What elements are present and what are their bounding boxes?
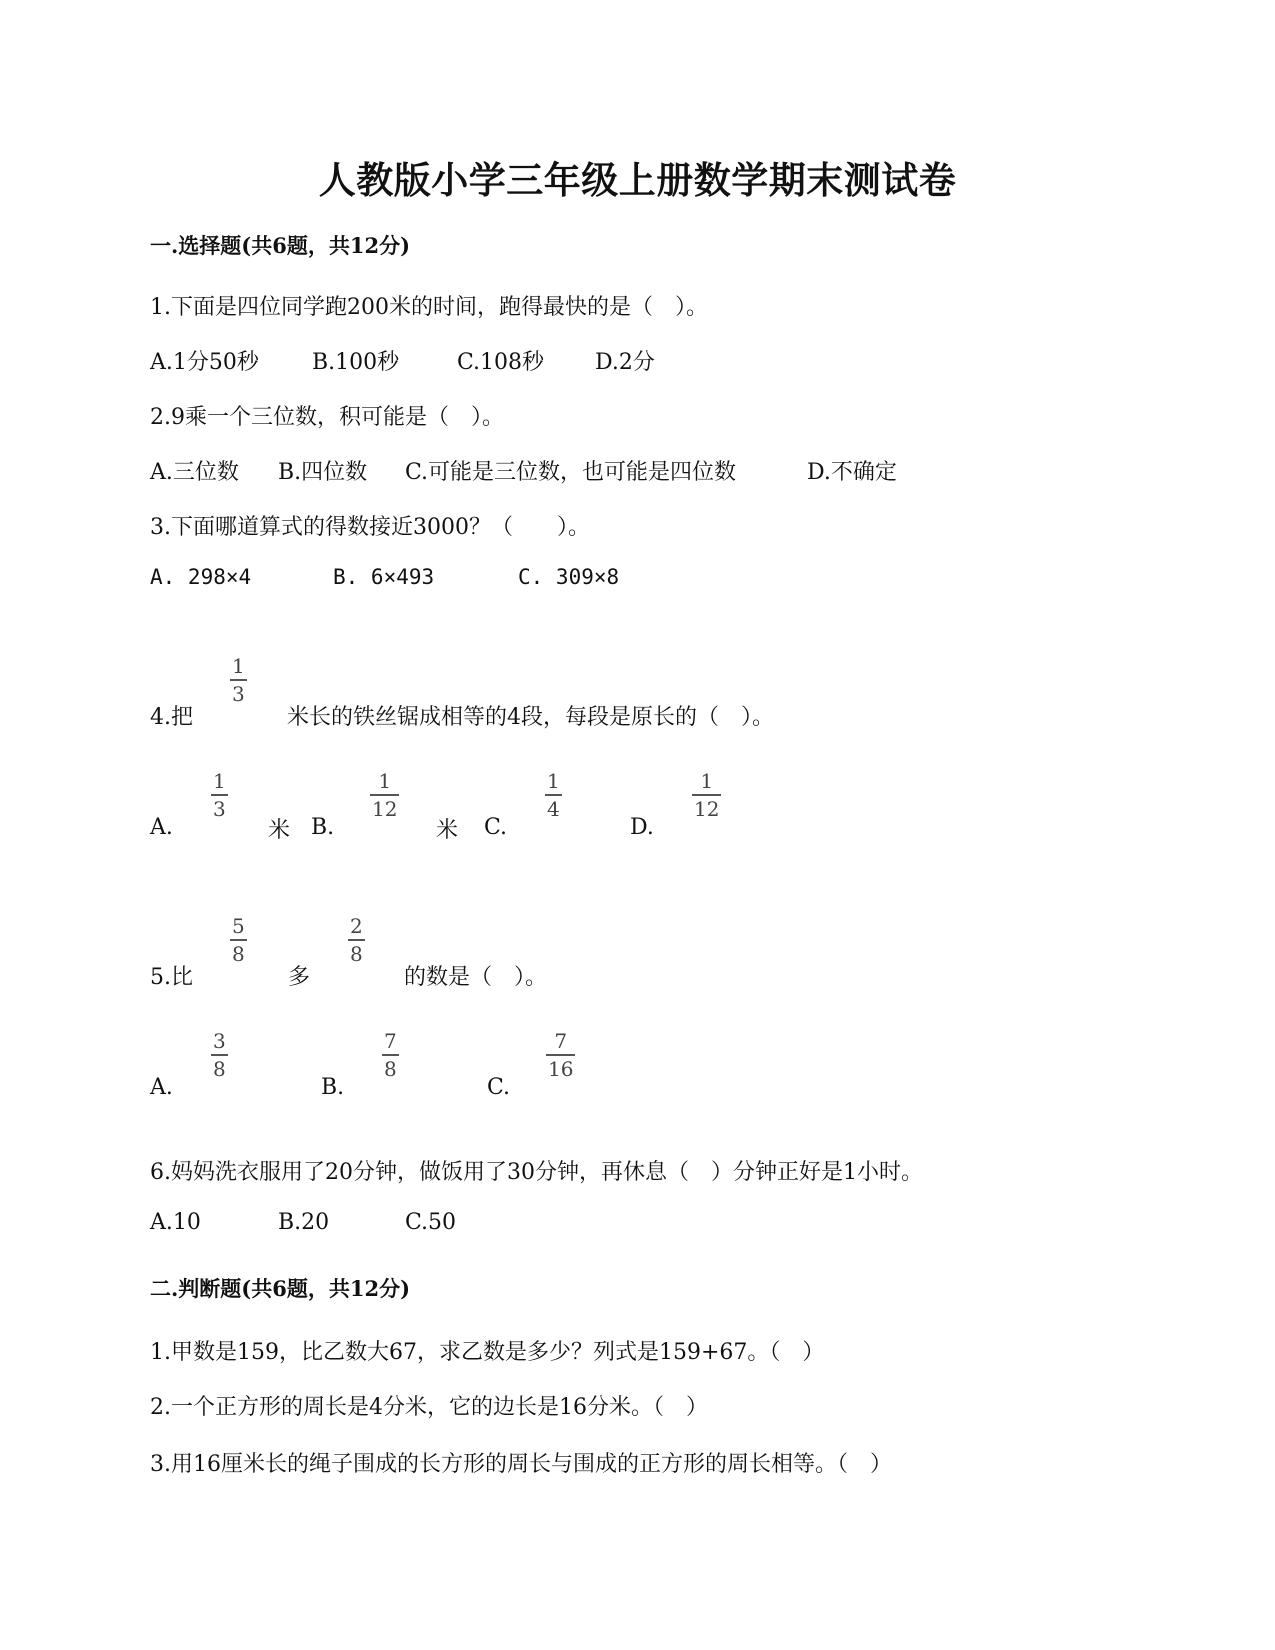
question-5-prefix: 5.比: [150, 965, 193, 990]
fraction-numerator: 7: [554, 1029, 568, 1053]
question-4-option-c-fraction: [545, 770, 562, 820]
question-4-option-a-letter: A.: [150, 815, 173, 840]
question-4-suffix: 米长的铁丝锯成相等的4段，每段是原长的（ ）。: [287, 705, 774, 730]
fraction-denominator: 8: [350, 941, 363, 966]
question-5-fraction-2: [348, 915, 365, 965]
section-heading-judgement: 二.判断题(共6题，共12分): [150, 1276, 411, 1301]
question-2-option-b: B.四位数: [278, 460, 368, 485]
fraction-denominator: 4: [547, 796, 560, 821]
question-2-option-d: D.不确定: [807, 460, 897, 485]
question-3-option-a: A. 298×4: [150, 565, 252, 589]
fraction-numerator: 1: [213, 769, 226, 793]
fraction-bar: [211, 794, 228, 796]
question-4-prefix: 4.把: [150, 705, 193, 730]
question-1-option-c: C.108秒: [457, 350, 545, 375]
question-3-option-c: C. 309×8: [518, 565, 620, 589]
question-4-option-d-letter: D.: [630, 815, 654, 840]
question-4-option-b-fraction: [370, 770, 399, 820]
fraction-bar: [692, 794, 721, 796]
fraction-denominator: 8: [213, 1056, 226, 1081]
question-6-option-a: A.10: [150, 1210, 201, 1235]
fraction-numerator: 7: [384, 1029, 397, 1053]
question-5-option-a-letter: A.: [150, 1075, 173, 1100]
fraction-denominator: 3: [213, 796, 226, 821]
question-4-option-a-fraction: [211, 770, 228, 820]
question-3-stem: 3.下面哪道算式的得数接近3000？（ ）。: [150, 515, 590, 540]
fraction-numerator: 1: [700, 769, 714, 793]
fraction-numerator: 1: [232, 654, 245, 678]
fraction-bar: [370, 794, 399, 796]
question-3-option-b: B. 6×493: [333, 565, 435, 589]
section-heading-choice: 一.选择题(共6题，共12分): [150, 233, 411, 258]
fraction-denominator: 12: [694, 796, 720, 821]
page-title: 人教版小学三年级上册数学期末测试卷: [318, 158, 957, 202]
question-5-suffix: 的数是（ ）。: [404, 965, 548, 990]
fraction-numerator: 5: [232, 914, 245, 938]
question-1-option-d: D.2分: [595, 350, 655, 375]
question-4-option-c-letter: C.: [484, 815, 508, 840]
question-2-option-c: C.可能是三位数，也可能是四位数: [405, 460, 737, 485]
fraction-denominator: 8: [384, 1056, 397, 1081]
question-1-option-b: B.100秒: [312, 350, 400, 375]
question-1-stem: 1.下面是四位同学跑200米的时间，跑得最快的是（ ）。: [150, 295, 708, 320]
question-2-stem: 2.9乘一个三位数，积可能是（ ）。: [150, 405, 504, 430]
question-5-option-c-letter: C.: [487, 1075, 511, 1100]
fraction-numerator: 3: [213, 1029, 226, 1053]
judgement-item-1: 1.甲数是159，比乙数大67，求乙数是多少？列式是159+67。（ ）: [150, 1340, 825, 1365]
question-1-option-a: A.1分50秒: [150, 350, 259, 375]
judgement-item-2: 2.一个正方形的周长是4分米，它的边长是16分米。（ ）: [150, 1395, 708, 1420]
fraction-numerator: 1: [378, 769, 392, 793]
question-5-option-a-fraction: [211, 1030, 228, 1080]
fraction-bar: [211, 1054, 228, 1056]
question-4-fraction: [230, 655, 247, 705]
judgement-item-3: 3.用16厘米长的绳子围成的长方形的周长与围成的正方形的周长相等。（ ）: [150, 1452, 892, 1477]
fraction-bar: [382, 1054, 399, 1056]
fraction-bar: [230, 939, 247, 941]
question-4-option-a-unit: 米: [268, 818, 291, 843]
fraction-bar: [348, 939, 365, 941]
question-4-option-d-fraction: [692, 770, 721, 820]
question-5-option-b-letter: B.: [321, 1075, 345, 1100]
question-2-option-a: A.三位数: [150, 460, 239, 485]
question-6-option-b: B.20: [278, 1210, 330, 1235]
fraction-bar: [545, 794, 562, 796]
fraction-bar: [546, 1054, 575, 1056]
fraction-numerator: 1: [547, 769, 560, 793]
question-5-fraction-1: [230, 915, 247, 965]
question-5-middle: 多: [288, 965, 311, 990]
fraction-denominator: 16: [548, 1056, 574, 1081]
question-5-option-b-fraction: [382, 1030, 399, 1080]
fraction-denominator: 3: [232, 681, 245, 706]
question-6-option-c: C.50: [405, 1210, 457, 1235]
question-4-option-b-letter: B.: [311, 815, 335, 840]
question-4-option-b-unit: 米: [436, 818, 459, 843]
question-6-stem: 6.妈妈洗衣服用了20分钟，做饭用了30分钟，再休息（ ）分钟正好是1小时。: [150, 1160, 923, 1185]
fraction-bar: [230, 679, 247, 681]
fraction-denominator: 12: [372, 796, 398, 821]
question-5-option-c-fraction: [546, 1030, 575, 1080]
fraction-denominator: 8: [232, 941, 245, 966]
fraction-numerator: 2: [350, 914, 363, 938]
